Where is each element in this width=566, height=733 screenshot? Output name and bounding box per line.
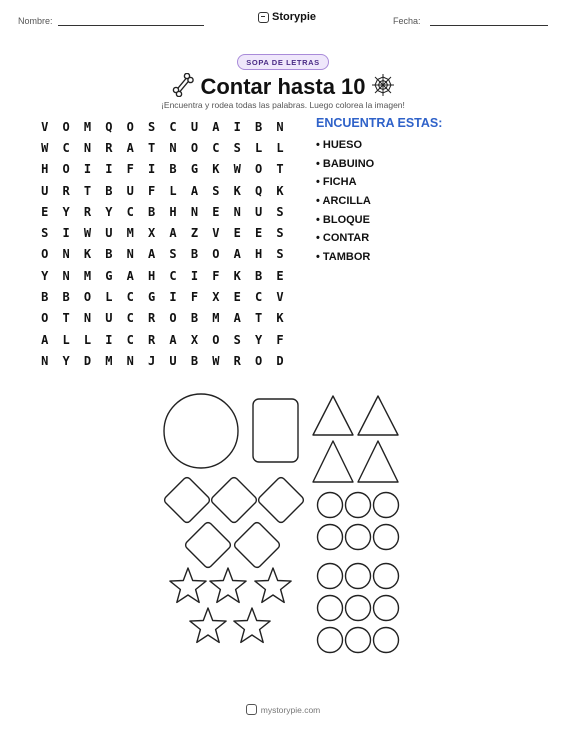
- grid-letter[interactable]: M: [83, 119, 92, 134]
- word-item: • FICHA: [316, 176, 357, 189]
- triangle-shape[interactable]: [358, 441, 398, 482]
- grid-letter[interactable]: O: [254, 162, 263, 177]
- grid-letter[interactable]: I: [62, 226, 70, 241]
- grid-letter[interactable]: Y: [254, 332, 263, 347]
- grid-letter[interactable]: C: [212, 140, 220, 155]
- word-item: • BABUINO: [316, 157, 375, 170]
- small-circle-shape[interactable]: [346, 628, 371, 653]
- grid-letter[interactable]: O: [126, 119, 134, 134]
- grid-letter[interactable]: B: [254, 119, 263, 134]
- grid-letter[interactable]: G: [105, 268, 113, 283]
- brand-name: Storypie: [272, 11, 317, 23]
- grid-letter[interactable]: E: [254, 226, 263, 241]
- grid-letter[interactable]: C: [169, 268, 177, 283]
- small-circle-shape[interactable]: [374, 525, 399, 550]
- grid-letter[interactable]: A: [212, 119, 220, 134]
- grid-letter[interactable]: E: [233, 290, 241, 305]
- date-line[interactable]: [430, 25, 548, 26]
- grid-letter[interactable]: I: [105, 332, 113, 347]
- word-list-title: ENCUENTRA ESTAS:: [316, 116, 443, 130]
- grid-letter[interactable]: Z: [190, 226, 199, 241]
- grid-letter[interactable]: O: [83, 290, 92, 305]
- grid-letter[interactable]: S: [276, 204, 284, 219]
- grid-letter[interactable]: L: [105, 290, 113, 305]
- grid-letter[interactable]: H: [169, 204, 177, 219]
- grid-letter[interactable]: O: [62, 119, 70, 134]
- star-shape[interactable]: [234, 608, 270, 642]
- triangle-shape[interactable]: [313, 396, 353, 435]
- grid-letter[interactable]: O: [41, 247, 49, 262]
- grid-letter[interactable]: Q: [105, 119, 113, 134]
- grid-letter[interactable]: R: [233, 353, 241, 368]
- grid-letter[interactable]: V: [212, 226, 220, 241]
- grid-letter[interactable]: U: [169, 353, 177, 368]
- grid-letter[interactable]: C: [169, 119, 177, 134]
- grid-letter[interactable]: I: [169, 290, 177, 305]
- word-search-grid[interactable]: [34, 116, 291, 372]
- grid-letter[interactable]: S: [41, 226, 49, 241]
- footer: [0, 704, 566, 715]
- small-circle-shape[interactable]: [346, 493, 371, 518]
- grid-letter[interactable]: V: [41, 119, 49, 134]
- grid-letter[interactable]: L: [83, 332, 92, 347]
- small-circle-shape[interactable]: [346, 525, 371, 550]
- star-shape[interactable]: [210, 568, 246, 602]
- grid-letter[interactable]: O: [212, 332, 220, 347]
- grid-letter[interactable]: T: [276, 162, 284, 177]
- triangle-shape[interactable]: [313, 441, 353, 482]
- grid-letter[interactable]: C: [254, 290, 263, 305]
- grid-letter[interactable]: A: [148, 247, 156, 262]
- small-circle-shape[interactable]: [374, 628, 399, 653]
- grid-letter[interactable]: W: [41, 140, 49, 155]
- grid-letter[interactable]: K: [276, 311, 284, 326]
- storypie-logo-icon: [258, 12, 269, 23]
- grid-letter[interactable]: M: [126, 226, 134, 241]
- grid-letter[interactable]: B: [254, 268, 263, 283]
- diamond-shape[interactable]: [257, 476, 305, 524]
- grid-letter[interactable]: O: [41, 311, 49, 326]
- diamond-shape[interactable]: [184, 521, 232, 569]
- grid-letter[interactable]: T: [83, 183, 92, 198]
- grid-letter[interactable]: X: [212, 290, 220, 305]
- word-item: • ARCILLA: [316, 195, 371, 208]
- star-shape[interactable]: [255, 568, 291, 602]
- grid-letter[interactable]: Y: [62, 353, 70, 368]
- word-item: • HUESO: [316, 139, 363, 151]
- diamond-shape[interactable]: [233, 521, 281, 569]
- grid-letter[interactable]: A: [41, 332, 49, 347]
- grid-letter[interactable]: L: [62, 332, 70, 347]
- grid-letter[interactable]: Y: [62, 204, 70, 219]
- grid-letter[interactable]: C: [126, 311, 134, 326]
- grid-letter[interactable]: C: [126, 290, 134, 305]
- grid-letter[interactable]: I: [148, 162, 156, 177]
- grid-letter[interactable]: B: [190, 247, 199, 262]
- storypie-logo-icon: [246, 704, 257, 715]
- small-circle-shape[interactable]: [318, 525, 343, 550]
- grid-letter[interactable]: B: [41, 290, 49, 305]
- grid-letter[interactable]: A: [233, 311, 241, 326]
- grid-letter[interactable]: K: [233, 268, 241, 283]
- spider-web-icon: [371, 73, 395, 97]
- grid-letter[interactable]: L: [169, 183, 177, 198]
- grid-letter[interactable]: U: [41, 183, 49, 198]
- name-line[interactable]: [58, 25, 204, 26]
- grid-letter[interactable]: N: [41, 353, 49, 368]
- big-circle-shape[interactable]: [164, 394, 238, 468]
- grid-letter[interactable]: E: [233, 226, 241, 241]
- diamond-shape[interactable]: [163, 476, 211, 524]
- grid-letter[interactable]: B: [105, 247, 113, 262]
- grid-letter[interactable]: R: [83, 204, 92, 219]
- star-shape[interactable]: [170, 568, 206, 602]
- grid-letter[interactable]: F: [276, 332, 284, 347]
- grid-letter[interactable]: X: [148, 226, 156, 241]
- grid-letter[interactable]: N: [62, 247, 70, 262]
- grid-letter[interactable]: D: [276, 353, 284, 368]
- name-label: Nombre:: [18, 16, 53, 26]
- grid-letter[interactable]: N: [126, 353, 134, 368]
- grid-letter[interactable]: E: [41, 204, 49, 219]
- grid-letter[interactable]: V: [276, 290, 284, 305]
- grid-letter[interactable]: E: [276, 268, 284, 283]
- grid-letter[interactable]: S: [233, 140, 241, 155]
- grid-letter[interactable]: K: [276, 183, 284, 198]
- grid-letter[interactable]: S: [148, 119, 156, 134]
- grid-letter[interactable]: A: [169, 332, 177, 347]
- grid-letter[interactable]: I: [190, 268, 199, 283]
- grid-letter[interactable]: N: [190, 204, 199, 219]
- small-circle-shape[interactable]: [374, 596, 399, 621]
- worksheet-type-badge: SOPA DE LETRAS: [237, 54, 329, 70]
- grid-letter[interactable]: N: [276, 119, 284, 134]
- grid-letter[interactable]: A: [190, 183, 199, 198]
- grid-letter[interactable]: F: [190, 290, 199, 305]
- grid-letter[interactable]: H: [254, 247, 263, 262]
- grid-letter[interactable]: O: [62, 162, 70, 177]
- grid-letter[interactable]: D: [83, 353, 92, 368]
- small-circle-shape[interactable]: [346, 564, 371, 589]
- grid-letter[interactable]: B: [190, 353, 199, 368]
- grid-letter[interactable]: N: [169, 140, 177, 155]
- grid-letter[interactable]: U: [105, 311, 113, 326]
- grid-letter[interactable]: T: [254, 311, 263, 326]
- grid-letter[interactable]: H: [148, 268, 156, 283]
- grid-letter[interactable]: O: [190, 140, 199, 155]
- page-title: Contar hasta 10: [200, 74, 366, 99]
- instructions: ¡Encuentra y rodea todas las palabras. Luego colorea la imagen!: [161, 100, 405, 110]
- grid-letter[interactable]: C: [126, 332, 134, 347]
- grid-letter[interactable]: I: [233, 119, 241, 134]
- rectangle-shape[interactable]: [253, 399, 298, 462]
- grid-letter[interactable]: U: [190, 119, 199, 134]
- grid-letter[interactable]: B: [148, 204, 156, 219]
- small-circle-shape[interactable]: [318, 564, 343, 589]
- coloring-shapes[interactable]: [160, 390, 410, 660]
- grid-letter[interactable]: F: [212, 268, 220, 283]
- grid-letter[interactable]: S: [212, 183, 220, 198]
- small-circle-shape[interactable]: [374, 493, 399, 518]
- small-circle-shape[interactable]: [318, 628, 343, 653]
- word-item: • TAMBOR: [316, 251, 371, 264]
- word-item: • BLOQUE: [316, 213, 370, 226]
- grid-letter[interactable]: F: [126, 162, 134, 177]
- grid-letter[interactable]: Y: [41, 268, 49, 283]
- small-circle-shape[interactable]: [346, 596, 371, 621]
- grid-letter[interactable]: U: [254, 204, 263, 219]
- grid-letter[interactable]: A: [169, 226, 177, 241]
- grid-letter[interactable]: A: [126, 140, 134, 155]
- grid-letter[interactable]: G: [148, 290, 156, 305]
- grid-letter[interactable]: R: [148, 332, 156, 347]
- grid-letter[interactable]: H: [41, 162, 49, 177]
- grid-letter[interactable]: E: [212, 204, 220, 219]
- grid-letter[interactable]: C: [126, 204, 134, 219]
- grid-letter[interactable]: X: [190, 332, 199, 347]
- grid-letter[interactable]: Q: [254, 183, 263, 198]
- grid-letter[interactable]: S: [233, 332, 241, 347]
- grid-letter[interactable]: B: [169, 162, 177, 177]
- grid-letter[interactable]: L: [276, 140, 284, 155]
- grid-letter[interactable]: S: [276, 247, 284, 262]
- grid-letter[interactable]: I: [83, 162, 92, 177]
- grid-letter[interactable]: O: [254, 353, 263, 368]
- grid-letter[interactable]: N: [83, 140, 92, 155]
- small-circle-shape[interactable]: [318, 596, 343, 621]
- grid-letter[interactable]: M: [83, 268, 92, 283]
- grid-letter[interactable]: B: [105, 183, 113, 198]
- grid-letter[interactable]: K: [212, 162, 220, 177]
- grid-letter[interactable]: G: [190, 162, 199, 177]
- word-list: [316, 136, 374, 267]
- date-label: Fecha:: [393, 16, 421, 26]
- grid-letter[interactable]: N: [126, 247, 134, 262]
- grid-letter[interactable]: R: [148, 311, 156, 326]
- brand-logo: [258, 11, 316, 23]
- grid-letter[interactable]: A: [126, 268, 134, 283]
- grid-letter[interactable]: O: [169, 311, 177, 326]
- grid-letter[interactable]: S: [276, 226, 284, 241]
- grid-letter[interactable]: W: [233, 162, 241, 177]
- grid-letter[interactable]: O: [212, 247, 220, 262]
- grid-letter[interactable]: S: [169, 247, 177, 262]
- grid-letter[interactable]: Y: [105, 204, 113, 219]
- grid-letter[interactable]: W: [212, 353, 220, 368]
- grid-letter[interactable]: T: [148, 140, 156, 155]
- grid-letter[interactable]: M: [105, 353, 113, 368]
- grid-letter[interactable]: L: [254, 140, 263, 155]
- grid-letter[interactable]: U: [126, 183, 134, 198]
- word-item: • CONTAR: [316, 232, 370, 245]
- small-circle-shape[interactable]: [374, 564, 399, 589]
- grid-letter[interactable]: F: [148, 183, 156, 198]
- grid-letter[interactable]: C: [62, 140, 70, 155]
- grid-letter[interactable]: R: [62, 183, 70, 198]
- grid-letter[interactable]: N: [83, 311, 92, 326]
- grid-letter[interactable]: K: [83, 247, 92, 262]
- footer-site: mystorypie.com: [260, 704, 321, 715]
- grid-letter[interactable]: T: [62, 311, 70, 326]
- grid-letter[interactable]: W: [83, 226, 92, 241]
- grid-letter[interactable]: M: [212, 311, 220, 326]
- diamond-shape[interactable]: [210, 476, 258, 524]
- grid-letter[interactable]: R: [105, 140, 113, 155]
- small-circle-shape[interactable]: [318, 493, 343, 518]
- grid-letter[interactable]: J: [148, 353, 156, 368]
- triangle-shape[interactable]: [358, 396, 398, 435]
- grid-letter[interactable]: I: [105, 162, 113, 177]
- grid-letter[interactable]: N: [62, 268, 70, 283]
- grid-letter[interactable]: K: [233, 183, 241, 198]
- grid-letter[interactable]: N: [233, 204, 241, 219]
- grid-letter[interactable]: U: [105, 226, 113, 241]
- star-shape[interactable]: [190, 608, 226, 642]
- grid-letter[interactable]: B: [62, 290, 70, 305]
- grid-letter[interactable]: A: [233, 247, 241, 262]
- grid-letter[interactable]: B: [190, 311, 199, 326]
